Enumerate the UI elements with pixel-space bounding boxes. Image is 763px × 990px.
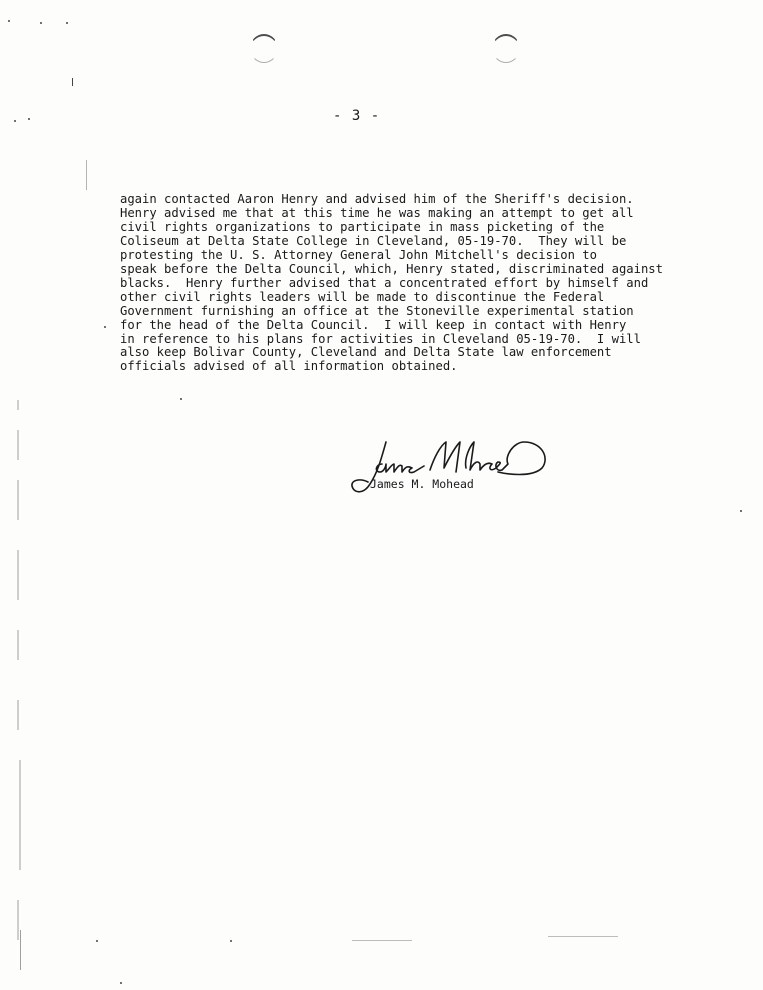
scan-speck: [8, 20, 10, 22]
scan-speck: [230, 940, 232, 942]
body-line: again contacted Aaron Henry and advised him of the Sheriff's decision.: [120, 192, 634, 206]
body-line: also keep Bolivar County, Cleveland and Delta State law enforcement: [120, 345, 612, 360]
body-line: civil rights organizations to participate in mass picketing of the: [120, 219, 605, 234]
page-number: - 3 -: [333, 108, 381, 124]
scan-speck: [104, 326, 106, 328]
scan-speck: [96, 940, 98, 942]
punch-hole-left: [250, 34, 278, 63]
scan-edge-marks: [14, 400, 22, 960]
body-line: Government furnishing an office at the Stoneville experimental station: [120, 303, 634, 318]
body-line: in reference to his plans for activities in Cleveland 05-19-70. I will: [120, 331, 641, 346]
body-line: protesting the U. S. Attorney General John Mitchell's decision to: [120, 247, 597, 262]
scan-speck: [548, 936, 618, 937]
scan-speck: [180, 398, 182, 400]
punch-hole-right: [492, 34, 520, 63]
scan-speck: [72, 78, 73, 86]
body-line: for the head of the Delta Council. I will keep in contact with Henry: [120, 317, 627, 332]
body-line: speak before the Delta Council, which, Henry stated, discriminated against: [120, 261, 663, 276]
scan-speck: [120, 982, 122, 984]
body-line: other civil rights leaders will be made to discontinue the Federal: [120, 289, 605, 304]
body-text: [120, 193, 680, 374]
body-line: blacks. Henry further advised that a concentrated effort by himself and: [120, 275, 649, 290]
scan-speck: [40, 22, 42, 24]
signer-name: James M. Mohead: [370, 477, 474, 491]
scan-speck: [740, 510, 742, 512]
scan-speck: [352, 940, 412, 941]
scan-speck: [86, 160, 87, 190]
body-line: Henry advised me that at this time he was making an attempt to get all: [120, 205, 634, 220]
scan-speck: [66, 22, 68, 24]
body-line: officials advised of all information obtained.: [120, 359, 458, 374]
scan-speck: [28, 118, 30, 120]
scan-speck: [14, 120, 16, 122]
body-line: Coliseum at Delta State College in Cleveland, 05-19-70. They will be: [120, 233, 627, 248]
